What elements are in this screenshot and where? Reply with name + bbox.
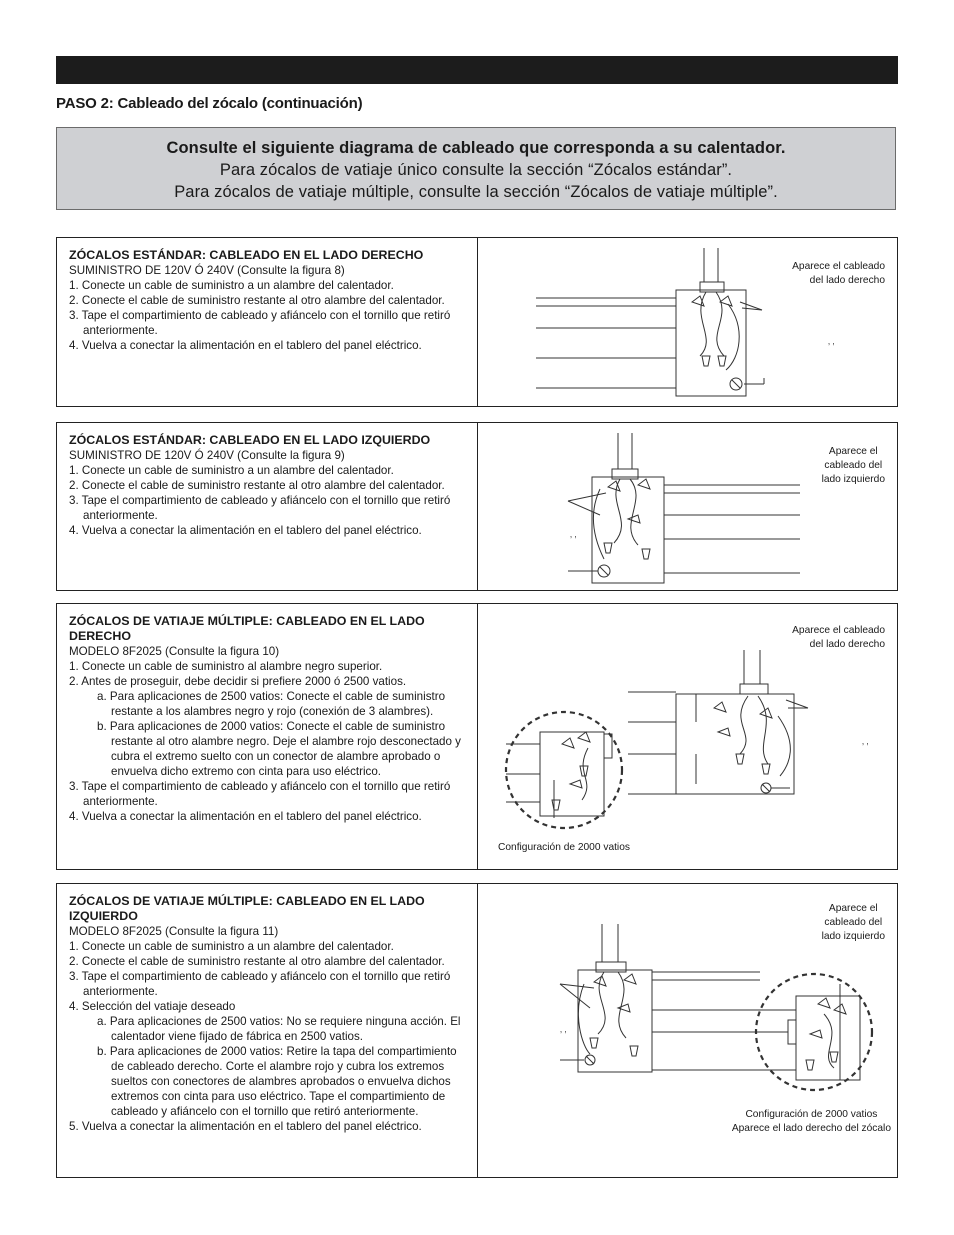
substep-item: a. Para aplicaciones de 2500 vatios: No se requiere ninguna acción. El calentador viene fijado de fábrica en 2500 vatios. [97,1015,461,1043]
figure-caption-secondary [498,841,630,855]
section-subtitle: MODELO 8F2025 (Consulte la figura 10) [69,645,280,658]
section-subtitle: SUMINISTRO DE 120V Ó 240V (Consulte la figura 9) [69,449,345,462]
step-item: 4. Vuelva a conectar la alimentación en el tablero del panel eléctrico. [69,810,422,823]
substep-list [69,689,469,779]
section-title: ZÓCALOS ESTÁNDAR: CABLEADO EN EL LADO DERECHO [69,248,424,262]
step-list [69,939,469,1014]
section-title: ZÓCALOS DE VATIAJE MÚLTIPLE: CABLEADO EN EL LADO IZQUIERDO [69,894,425,923]
step-item: 2. Conecte el cable de suministro restante al otro alambre del calentador. [69,479,445,492]
section-text [69,433,469,538]
caption-line: cableado del [824,460,883,471]
substep-item: b. Para aplicaciones de 2000 vatios: Retire la tapa del compartimiento de cableado derecho. Corte el alambre rojo y cubra los extremos sueltos con conectores de alambres aprobados o envuelva dichos extremos con cinta para uso eléctrico. Tape el compartimiento de cableado y afiáncelo con el tornillo que retiró anteriormente. [97,1045,457,1118]
caption-line: Aparece el lado derecho del zócalo [731,1123,891,1134]
callout-line-1: Consulte el siguiente diagrama de cableado que corresponda a su calentador. [166,139,786,157]
section-subtitle: MODELO 8F2025 (Consulte la figura 11) [69,925,279,938]
svg-text:‚ ‚: ‚ ‚ [560,1024,567,1034]
step-list [69,779,469,824]
caption-line: lado izquierdo [821,474,885,485]
caption-line: del lado derecho [809,639,885,650]
figure-caption [822,902,885,944]
substep-item: a. Para aplicaciones de 2500 vatios: Conecte el cable de suministro restante a los alambres negro y rojo (conexión de 3 alambres). [97,690,446,718]
substep-item: b. Para aplicaciones de 2000 vatios: Conecte el cable de suministro restante al otro alambre negro. Deje el alambre rojo desconectado y cubra el extremo suelto con un conector de alambre aprobado o envuelva dicho extremo con cinta para uso eléctrico. [97,720,461,778]
page-title: PASO 2: Cableado del zócalo (continuación) [56,95,363,112]
step-item: 1. Conecte un cable de suministro al alambre negro superior. [69,660,383,673]
step-list [69,659,469,689]
section-subtitle: SUMINISTRO DE 120V Ó 240V (Consulte la figura 8) [69,264,345,277]
step-list [69,463,469,538]
section-text [69,614,469,824]
svg-text:‚ ‚: ‚ ‚ [828,336,835,346]
step-item: 1. Conecte un cable de suministro a un alambre del calentador. [69,279,394,292]
figure-caption [822,445,885,487]
caption-line: Configuración de 2000 vatios [745,1109,878,1120]
step-item: 5. Vuelva a conectar la alimentación en el tablero del panel eléctrico. [69,1120,422,1133]
caption-line: Aparece el [828,903,878,914]
section-standard-right [56,237,898,407]
section-title: ZÓCALOS ESTÁNDAR: CABLEADO EN EL LADO IZQUIERDO [69,433,431,447]
caption-line: Configuración de 2000 vatios [498,842,630,853]
caption-line: Aparece el cableado [792,261,885,272]
callout-line-2: Para zócalos de vatiaje único consulte la sección “Zócalos estándar”. [219,161,733,179]
step-list [69,1119,469,1134]
section-text [69,248,469,353]
step-item: 4. Vuelva a conectar la alimentación en el tablero del panel eléctrico. [69,339,422,352]
figure-caption [792,624,885,652]
step-item: 3. Tape el compartimiento de cableado y afiáncelo con el tornillo que retiró anteriormente. [69,494,451,522]
svg-text:‚ ‚: ‚ ‚ [862,736,869,746]
section-multi-left [56,883,898,1178]
step-item: 1. Conecte un cable de suministro a un alambre del calentador. [69,464,394,477]
instruction-callout [56,127,896,210]
step-item: 3. Tape el compartimiento de cableado y afiáncelo con el tornillo que retiró anteriormente. [69,780,451,808]
caption-line: lado izquierdo [821,931,885,942]
caption-line: cableado del [824,917,883,928]
figure-caption [792,260,885,288]
step-item: 2. Conecte el cable de suministro restante al otro alambre del calentador. [69,955,445,968]
header-bar [56,56,898,84]
step-item: 3. Tape el compartimiento de cableado y afiáncelo con el tornillo que retiró anteriormente. [69,309,451,337]
step-item: 2. Antes de proseguir, debe decidir si prefiere 2000 ó 2500 vatios. [69,675,407,688]
caption-line: del lado derecho [809,275,885,286]
step-item: 2. Conecte el cable de suministro restante al otro alambre del calentador. [69,294,445,307]
step-item: 1. Conecte un cable de suministro a un alambre del calentador. [69,940,394,953]
section-text [69,894,469,1134]
section-standard-left [56,422,898,591]
svg-text:‚ ‚: ‚ ‚ [570,529,577,539]
section-multi-right [56,603,898,870]
step-item: 4. Selección del vatiaje deseado [69,1000,236,1013]
step-list [69,278,469,353]
caption-line: Aparece el [828,446,878,457]
section-title: ZÓCALOS DE VATIAJE MÚLTIPLE: CABLEADO EN EL LADO DERECHO [69,614,425,643]
callout-line-3: Para zócalos de vatiaje múltiple, consulte la sección “Zócalos de vatiaje múltiple”. [174,183,778,201]
substep-list [69,1014,469,1119]
step-item: 4. Vuelva a conectar la alimentación en el tablero del panel eléctrico. [69,524,422,537]
step-item: 3. Tape el compartimiento de cableado y afiáncelo con el tornillo que retiró anteriormente. [69,970,451,998]
caption-line: Aparece el cableado [792,625,885,636]
figure-caption-secondary [732,1108,891,1136]
